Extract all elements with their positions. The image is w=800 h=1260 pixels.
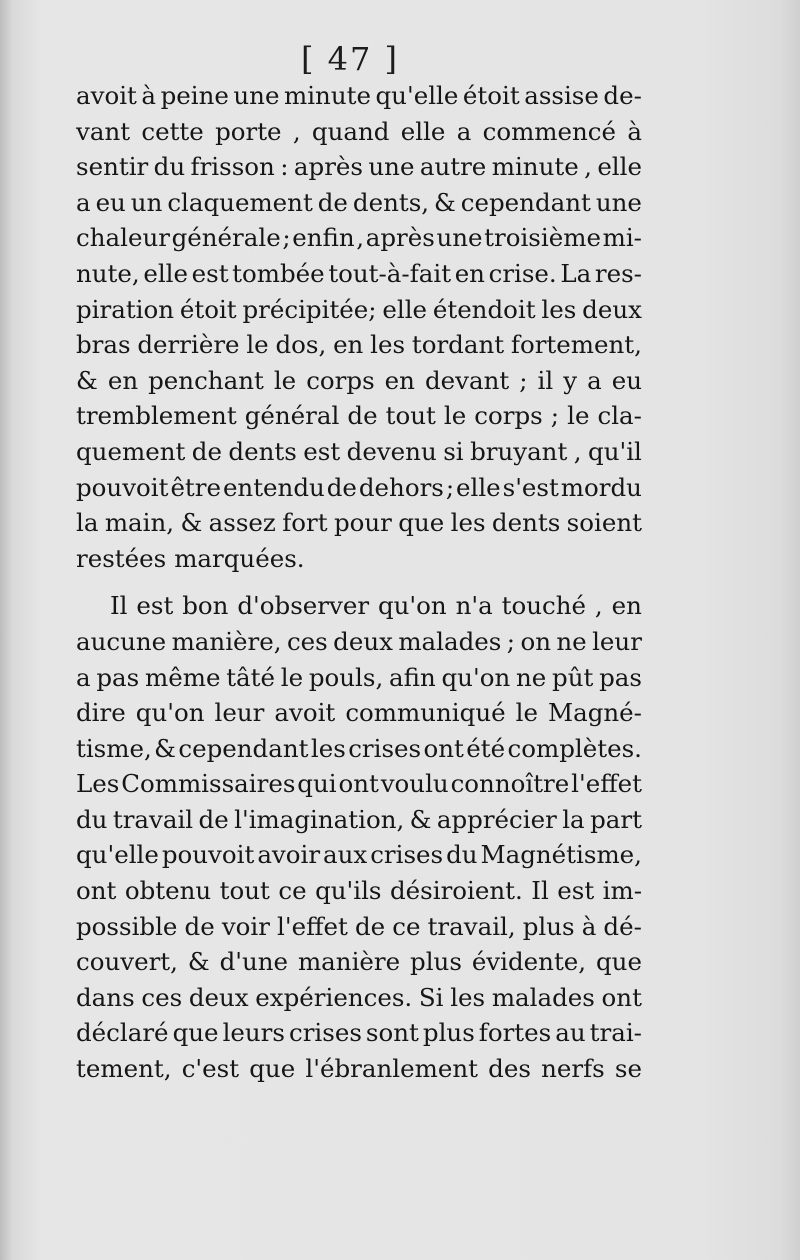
text-line: a eu un claquement de dents, & cependant une [76,187,642,217]
text-line: tement, c'est que l'ébranlement des nerfs se [76,1054,642,1084]
paragraph [76,588,642,1086]
text-line: la main, & assez fort pour que les dents soient [76,508,642,538]
text-line: tisme, & cependant les crises ont été complètes. [76,733,642,763]
text-line: & en penchant le corps en devant ; il y a eu [76,365,642,395]
body-text [76,78,642,1087]
text-line: nute, elle est tombée tout-à-fait en crise. La res- [76,258,642,288]
text-line: qu'elle pouvoit avoir aux crises du Magnétisme, [76,840,642,870]
text-line: chaleur générale ; enfin , après une troisième mi- [76,223,642,253]
paragraph [76,78,642,576]
text-line: quement de dents est devenu si bruyant , qu'il [76,436,642,466]
text-line: vant cette porte , quand elle a commencé à [76,116,642,146]
paragraph-gap [76,576,642,588]
text-line: bras derrière le dos, en les tordant fortement, [76,330,642,360]
text-line: Il est bon d'observer qu'on n'a touché , en [110,591,642,621]
text-line: pouvoit être entendu de dehors ; elle s'est mordu [76,472,642,502]
text-line: possible de voir l'effet de ce travail, plus à dé- [76,911,642,941]
text-line: couvert, & d'une manière plus évidente, que [76,947,642,977]
text-line: a pas même tâté le pouls, afin qu'on ne pût pas [76,662,642,692]
text-line: dire qu'on leur avoit communiqué le Magné- [76,698,642,728]
text-line: sentir du frisson : après une autre minute , elle [76,152,642,182]
text-line: tremblement général de tout le corps ; le cla- [76,401,642,431]
text-line: dans ces deux expériences. Si les malades ont [76,982,642,1012]
text-line: restées marquées. [76,543,305,573]
page-number: [ 47 ] [300,40,400,78]
text-line: du travail de l'imagination, & apprécier la part [76,804,642,834]
text-line: Les Commissaires qui ont voulu connoître l'effet [76,769,642,799]
text-line: aucune manière, ces deux malades ; on ne leur [76,626,642,656]
text-line: ont obtenu tout ce qu'ils désiroient. Il est im- [76,876,642,906]
text-line: piration étoit précipitée; elle étendoit les deux [76,294,642,324]
text-line: avoit à peine une minute qu'elle étoit assise de- [76,81,642,110]
text-line: déclaré que leurs crises sont plus fortes au trai- [76,1018,642,1048]
